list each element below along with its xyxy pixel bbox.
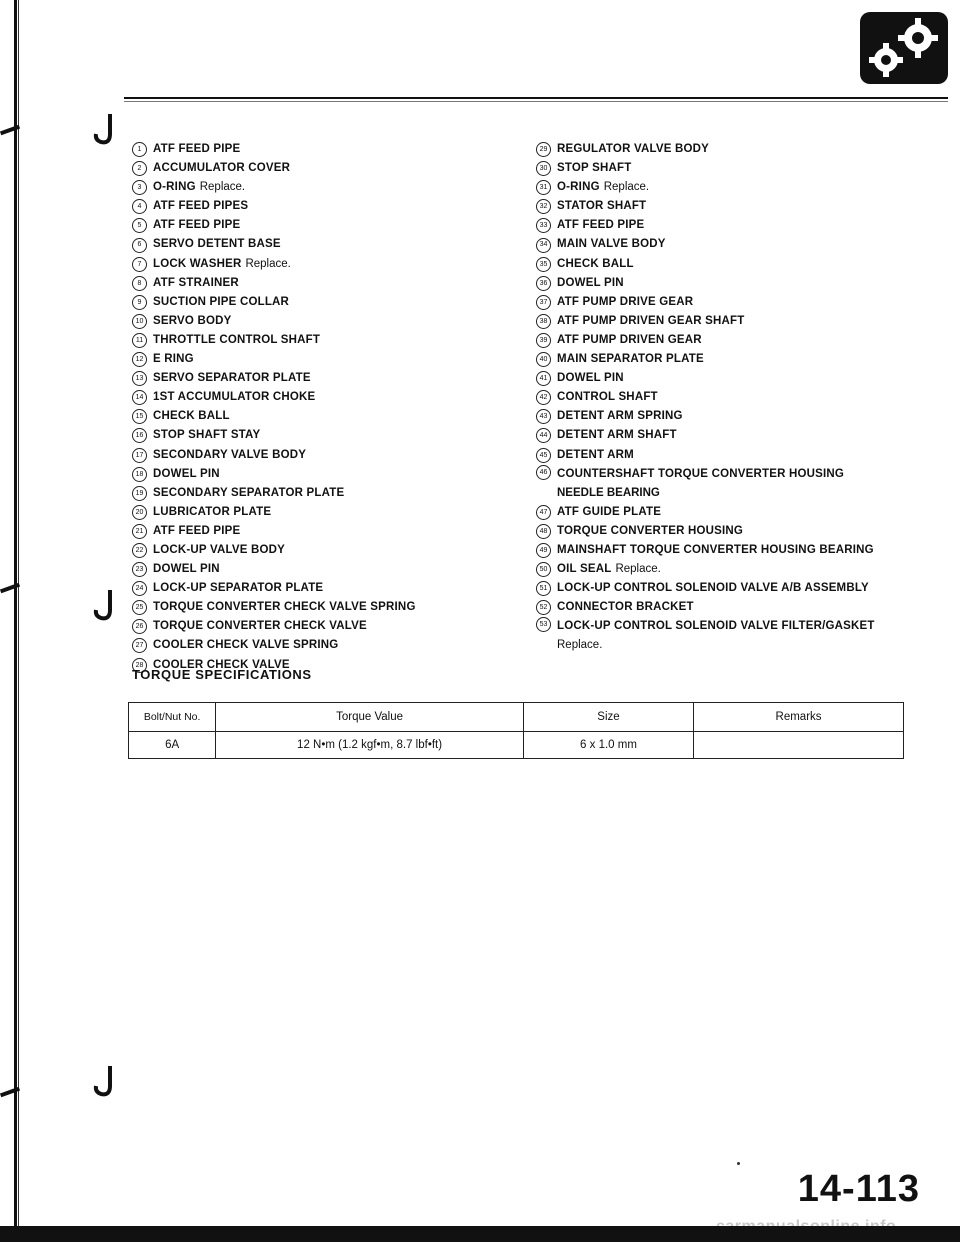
part-text — [557, 426, 677, 445]
callout-number: 26 — [132, 619, 147, 634]
callout-number: 12 — [132, 352, 147, 367]
part-name: TORQUE CONVERTER CHECK VALVE SPRING — [153, 601, 416, 614]
callout-number: 11 — [132, 333, 147, 348]
part-text — [557, 388, 658, 407]
part-name: DOWEL PIN — [557, 276, 624, 289]
part-text — [557, 293, 693, 312]
callout-number: 16 — [132, 428, 147, 443]
list-item — [536, 216, 936, 235]
list-item — [536, 255, 936, 274]
part-note: Replace. — [603, 181, 650, 194]
callout-number: 25 — [132, 600, 147, 615]
table-row — [129, 732, 904, 759]
header-rule — [124, 101, 948, 102]
callout-number: 39 — [536, 333, 551, 348]
part-name: LOCK-UP CONTROL SOLENOID VALVE A/B ASSEMBLY — [557, 582, 869, 595]
part-text — [153, 407, 230, 426]
list-item — [132, 140, 532, 159]
binder-hook-icon — [92, 588, 114, 622]
list-item — [132, 178, 532, 197]
callout-number: 45 — [536, 448, 551, 463]
part-name: LOCK-UP VALVE BODY — [153, 543, 286, 556]
part-text — [557, 350, 704, 369]
part-name: DOWEL PIN — [153, 563, 220, 576]
part-text — [557, 178, 649, 197]
part-name: SECONDARY SEPARATOR PLATE — [153, 486, 345, 499]
callout-number: 14 — [132, 390, 147, 405]
callout-number: 5 — [132, 218, 147, 233]
part-name: DOWEL PIN — [153, 467, 220, 480]
part-name: SECONDARY VALVE BODY — [153, 448, 307, 461]
list-item — [132, 503, 532, 522]
part-text — [153, 216, 240, 235]
list-item — [536, 178, 936, 197]
list-item — [132, 636, 532, 655]
part-name: ATF FEED PIPES — [153, 200, 249, 213]
part-text — [153, 617, 367, 636]
header-remarks: Remarks — [694, 703, 904, 732]
part-name: STATOR SHAFT — [557, 200, 647, 213]
part-name: DETENT ARM SHAFT — [557, 429, 677, 442]
list-item — [536, 140, 936, 159]
list-item — [536, 541, 936, 560]
part-name: COOLER CHECK VALVE — [153, 658, 290, 671]
cell-remarks — [694, 732, 904, 759]
list-item — [536, 560, 936, 579]
callout-number: 15 — [132, 409, 147, 424]
part-name: SERVO BODY — [153, 314, 232, 327]
part-text — [153, 293, 289, 312]
part-text — [557, 216, 644, 235]
callout-number: 2 — [132, 161, 147, 176]
list-item — [536, 407, 936, 426]
part-text — [153, 446, 306, 465]
part-text — [557, 503, 661, 522]
part-name: THROTTLE CONTROL SHAFT — [153, 333, 321, 346]
list-item — [132, 331, 532, 350]
part-text — [153, 465, 220, 484]
list-item — [536, 369, 936, 388]
callout-number: 37 — [536, 295, 551, 310]
list-item — [536, 388, 936, 407]
callout-number: 53 — [536, 617, 551, 632]
callout-number: 31 — [536, 180, 551, 195]
part-name: OIL SEAL — [557, 563, 612, 576]
part-text — [153, 560, 220, 579]
callout-number: 40 — [536, 352, 551, 367]
callout-number: 36 — [536, 276, 551, 291]
part-text — [153, 235, 281, 254]
part-text — [557, 446, 634, 465]
callout-number: 23 — [132, 562, 147, 577]
part-text — [557, 522, 743, 541]
part-text — [557, 312, 745, 331]
callout-number: 49 — [536, 543, 551, 558]
part-text — [557, 369, 624, 388]
callout-number: 27 — [132, 638, 147, 653]
part-name: MAIN SEPARATOR PLATE — [557, 353, 704, 366]
list-item — [132, 388, 532, 407]
part-name: CHECK BALL — [557, 257, 634, 270]
callout-number: 44 — [536, 428, 551, 443]
list-item — [536, 446, 936, 465]
list-item — [536, 465, 936, 503]
callout-number: 51 — [536, 581, 551, 596]
part-text — [153, 369, 311, 388]
list-item — [132, 426, 532, 445]
list-item — [132, 255, 532, 274]
part-text — [153, 522, 240, 541]
part-name: CONNECTOR BRACKET — [557, 601, 694, 614]
callout-number: 24 — [132, 581, 147, 596]
list-item — [536, 350, 936, 369]
callout-number: 9 — [132, 295, 147, 310]
torque-spec-title: TORQUE SPECIFICATIONS — [132, 667, 312, 682]
header-bolt-nut-no: Bolt/Nut No. — [129, 703, 216, 732]
list-item — [536, 293, 936, 312]
binder-edge-inner — [18, 0, 19, 1242]
callout-number: 21 — [132, 524, 147, 539]
part-name: ATF FEED PIPE — [153, 143, 241, 155]
part-continuation: NEEDLE BEARING — [557, 486, 660, 499]
part-text — [557, 159, 631, 178]
part-text — [557, 235, 666, 254]
list-item — [536, 617, 936, 655]
callout-number: 17 — [132, 448, 147, 463]
part-name: TORQUE CONVERTER CHECK VALVE — [153, 620, 367, 633]
part-name: DOWEL PIN — [557, 372, 624, 385]
part-name: ACCUMULATOR COVER — [153, 162, 291, 175]
part-text — [557, 140, 709, 159]
list-item — [536, 159, 936, 178]
part-text — [557, 197, 646, 216]
callout-number: 18 — [132, 467, 147, 482]
list-item — [132, 274, 532, 293]
part-name: COUNTERSHAFT TORQUE CONVERTER HOUSING — [557, 467, 845, 480]
list-item — [536, 426, 936, 445]
part-text — [557, 560, 661, 579]
list-item — [132, 369, 532, 388]
header-rule — [124, 97, 948, 99]
list-item — [536, 579, 936, 598]
part-name: O-RING — [153, 181, 196, 194]
callout-number: 3 — [132, 180, 147, 195]
parts-list-right — [536, 140, 936, 656]
list-item — [536, 274, 936, 293]
part-text — [557, 465, 844, 503]
part-name: ATF FEED PIPE — [153, 524, 241, 537]
binder-edge — [14, 0, 17, 1242]
part-text — [557, 617, 875, 655]
part-name: LOCK WASHER — [153, 257, 242, 270]
part-name: SERVO DETENT BASE — [153, 238, 281, 251]
part-text — [153, 503, 271, 522]
list-item — [536, 522, 936, 541]
callout-number: 43 — [536, 409, 551, 424]
cell-bolt-nut-no: 6A — [129, 732, 216, 759]
part-text — [153, 484, 344, 503]
list-item — [536, 312, 936, 331]
part-text — [153, 598, 416, 617]
part-name: DETENT ARM SPRING — [557, 410, 683, 423]
callout-number: 50 — [536, 562, 551, 577]
list-item — [536, 331, 936, 350]
callout-number: 42 — [536, 390, 551, 405]
callout-number: 6 — [132, 238, 147, 253]
list-item — [536, 503, 936, 522]
list-item — [132, 560, 532, 579]
table-header-row — [129, 703, 904, 732]
callout-number: 48 — [536, 524, 551, 539]
list-item — [132, 312, 532, 331]
callout-number: 47 — [536, 505, 551, 520]
list-item — [132, 598, 532, 617]
cell-torque-value: 12 N•m (1.2 kgf•m, 8.7 lbf•ft) — [216, 732, 524, 759]
part-text — [153, 178, 245, 197]
callout-number: 13 — [132, 371, 147, 386]
part-name: LOCK-UP CONTROL SOLENOID VALVE FILTER/GASKET — [557, 620, 875, 633]
part-text — [153, 140, 240, 159]
list-item — [536, 197, 936, 216]
part-name: ATF GUIDE PLATE — [557, 505, 662, 518]
list-item — [132, 522, 532, 541]
part-continuation: Replace. — [557, 639, 603, 652]
part-name: ATF STRAINER — [153, 276, 239, 289]
part-text — [557, 598, 694, 617]
part-name: MAIN VALVE BODY — [557, 238, 666, 251]
part-text — [153, 350, 194, 369]
callout-number: 10 — [132, 314, 147, 329]
callout-number: 28 — [132, 658, 147, 673]
part-name: E RING — [153, 353, 194, 366]
part-text — [153, 636, 338, 655]
part-name: ATF PUMP DRIVEN GEAR SHAFT — [557, 314, 745, 327]
part-text — [153, 331, 320, 350]
part-text — [557, 541, 874, 560]
list-item — [536, 235, 936, 254]
list-item — [132, 541, 532, 560]
callout-number: 35 — [536, 257, 551, 272]
part-text — [153, 312, 231, 331]
list-item — [132, 465, 532, 484]
transmission-gear-icon — [858, 10, 950, 86]
part-text — [153, 541, 285, 560]
callout-number: 20 — [132, 505, 147, 520]
list-item — [132, 350, 532, 369]
part-name: LOCK-UP SEPARATOR PLATE — [153, 582, 324, 595]
part-text — [153, 159, 290, 178]
parts-list-left — [132, 140, 532, 675]
part-name: MAINSHAFT TORQUE CONVERTER HOUSING BEARING — [557, 543, 874, 556]
part-name: REGULATOR VALVE BODY — [557, 143, 710, 155]
part-note: Replace. — [615, 563, 661, 576]
callout-number: 33 — [536, 218, 551, 233]
part-name: ATF PUMP DRIVEN GEAR — [557, 333, 702, 346]
header-torque-value: Torque Value — [216, 703, 524, 732]
part-text — [153, 255, 291, 274]
part-name: DETENT ARM — [557, 448, 634, 461]
callout-number: 38 — [536, 314, 551, 329]
callout-number: 30 — [536, 161, 551, 176]
list-item — [132, 446, 532, 465]
callout-number: 34 — [536, 238, 551, 253]
list-item — [132, 579, 532, 598]
part-text — [153, 388, 315, 407]
header-size: Size — [523, 703, 693, 732]
part-note: Replace. — [199, 181, 246, 194]
part-text — [557, 274, 624, 293]
callout-number: 7 — [132, 257, 147, 272]
callout-number: 4 — [132, 199, 147, 214]
part-text — [153, 426, 260, 445]
callout-number: 22 — [132, 543, 147, 558]
callout-number: 29 — [536, 142, 551, 157]
callout-number: 1 — [132, 142, 147, 157]
callout-number: 46 — [536, 465, 551, 480]
part-note: Replace. — [245, 257, 291, 270]
callout-number: 8 — [132, 276, 147, 291]
part-text — [153, 274, 239, 293]
part-name: LUBRICATOR PLATE — [153, 505, 272, 518]
part-text — [557, 331, 702, 350]
part-name: ATF PUMP DRIVE GEAR — [557, 295, 694, 308]
callout-number: 41 — [536, 371, 551, 386]
page-number: 14-113 — [797, 1168, 920, 1210]
cell-size: 6 x 1.0 mm — [523, 732, 693, 759]
list-item — [132, 293, 532, 312]
part-text — [557, 407, 683, 426]
list-item — [132, 407, 532, 426]
part-name: CHECK BALL — [153, 410, 230, 423]
binder-hook-icon — [92, 1064, 114, 1098]
part-name: STOP SHAFT STAY — [153, 429, 261, 442]
part-name: COOLER CHECK VALVE SPRING — [153, 639, 339, 652]
list-item — [132, 197, 532, 216]
part-name: SUCTION PIPE COLLAR — [153, 295, 290, 308]
torque-spec-table — [128, 702, 904, 759]
list-item — [132, 484, 532, 503]
callout-number: 32 — [536, 199, 551, 214]
part-text — [153, 197, 248, 216]
part-name: TORQUE CONVERTER HOUSING — [557, 524, 744, 537]
part-name: SERVO SEPARATOR PLATE — [153, 372, 311, 385]
list-item — [132, 617, 532, 636]
callout-number: 52 — [536, 600, 551, 615]
part-text — [153, 579, 323, 598]
speck — [737, 1162, 740, 1165]
bottom-binder-bar — [0, 1226, 960, 1242]
part-name: STOP SHAFT — [557, 162, 632, 175]
list-item — [132, 159, 532, 178]
part-name: ATF FEED PIPE — [153, 219, 241, 232]
part-text — [557, 255, 634, 274]
callout-number: 19 — [132, 486, 147, 501]
part-name: O-RING — [557, 181, 600, 194]
part-name: 1ST ACCUMULATOR CHOKE — [153, 391, 316, 404]
list-item — [132, 216, 532, 235]
part-text — [557, 579, 869, 598]
list-item — [132, 235, 532, 254]
part-name: ATF FEED PIPE — [557, 219, 645, 232]
list-item — [536, 598, 936, 617]
binder-hook-icon — [92, 112, 114, 146]
part-name: CONTROL SHAFT — [557, 391, 658, 404]
